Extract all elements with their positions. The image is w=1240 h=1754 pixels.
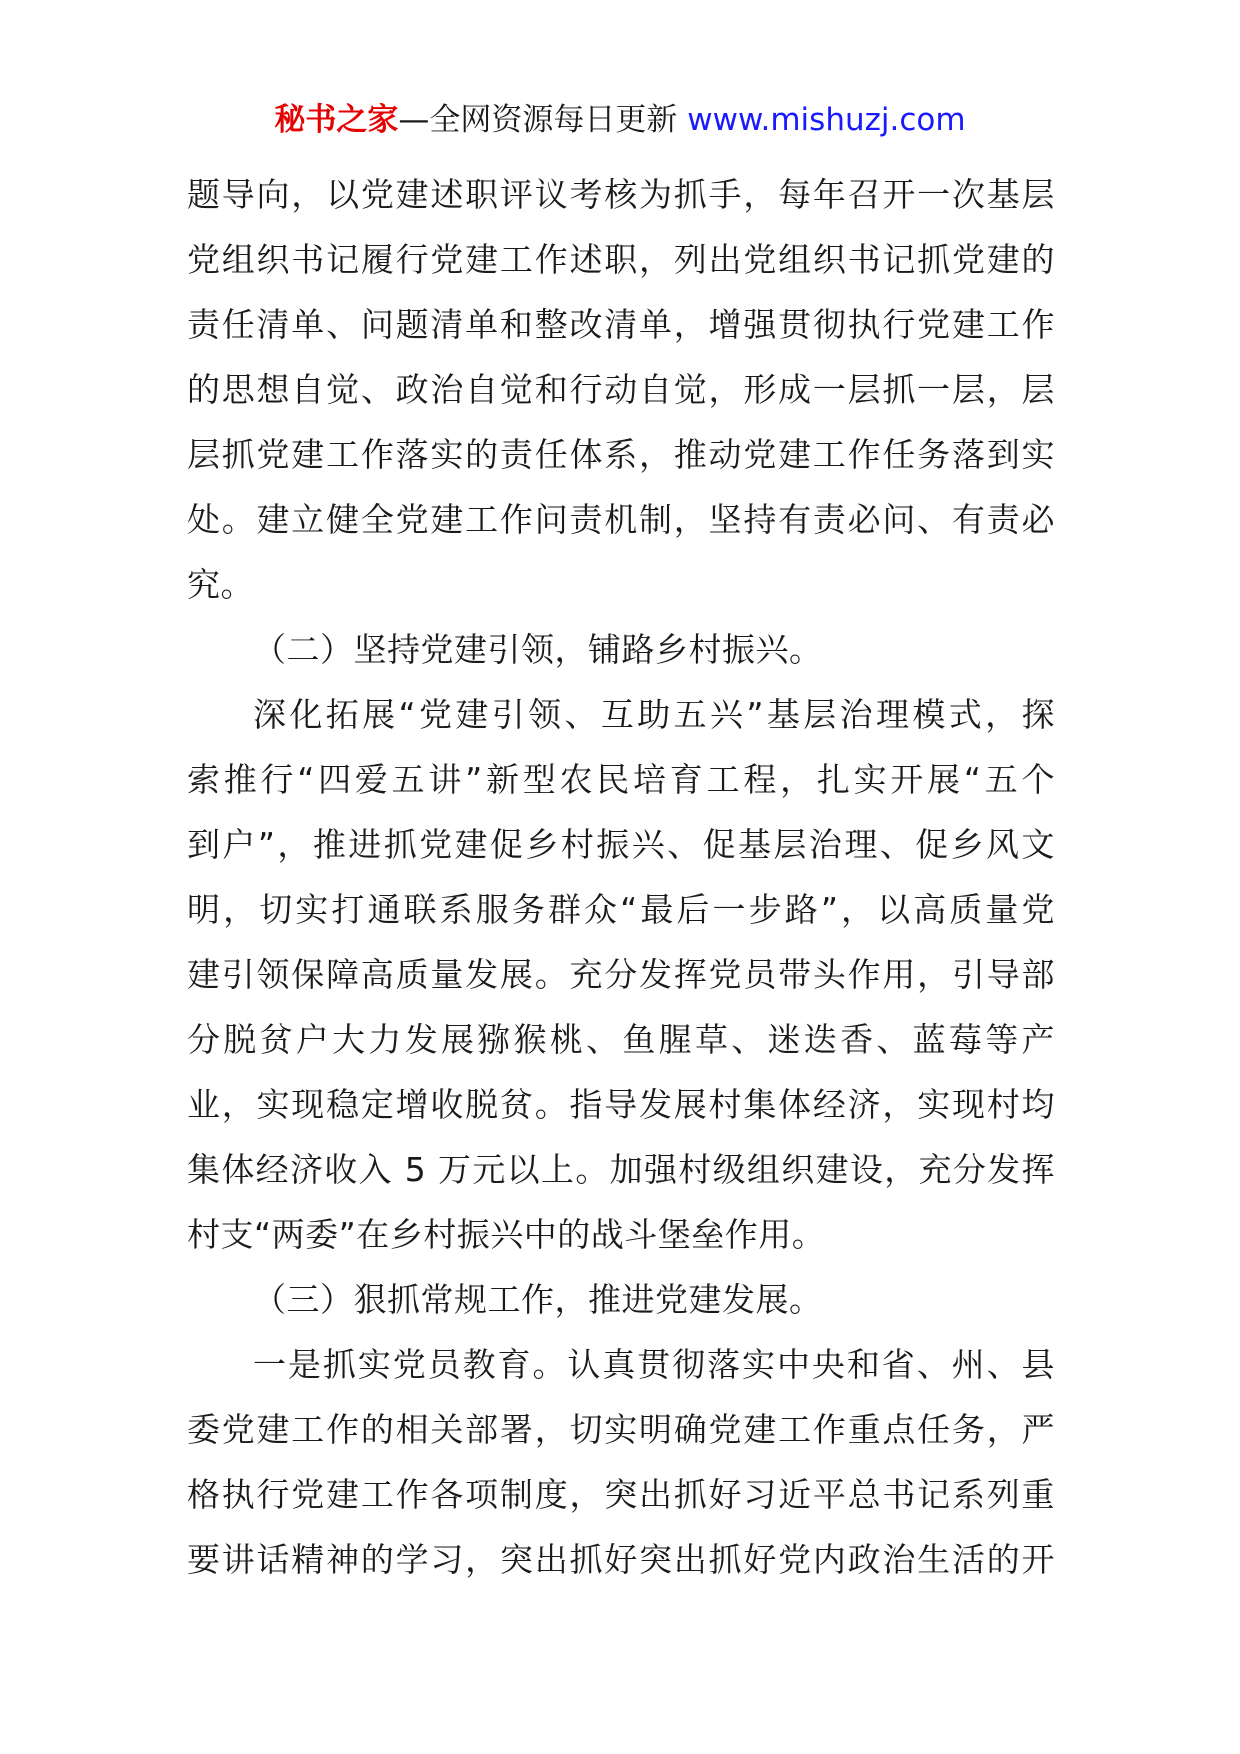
text-line: 业，实现稳定增收脱贫。指导发展村集体经济，实现村均 — [187, 1085, 1055, 1124]
text-line: 要讲话精神的学习，突出抓好突出抓好党内政治生活的开 — [187, 1540, 1055, 1579]
text-line: 村支“两委”在乡村振兴中的战斗堡垒作用。 — [187, 1215, 826, 1254]
section-heading: （三）狠抓常规工作，推进党建发展。 — [253, 1280, 823, 1319]
text-line: 处。建立健全党建工作问责机制，坚持有责必问、有责必 — [187, 500, 1055, 539]
header-tagline: —全网资源每日更新 — [398, 102, 688, 138]
text-line: 的思想自觉、政治自觉和行动自觉，形成一层抓一层，层 — [187, 370, 1055, 409]
text-line: 层抓党建工作落实的责任体系，推动党建工作任务落到实 — [187, 435, 1055, 474]
paragraph-start: 深化拓展“党建引领、互助五兴”基层治理模式，探 — [253, 695, 1055, 734]
text-line: 集体经济收入 5 万元以上。加强村级组织建设，充分发挥 — [187, 1150, 1055, 1189]
text-line: 索推行“四爱五讲”新型农民培育工程，扎实开展“五个 — [187, 760, 1055, 799]
text-line: 党组织书记履行党建工作述职，列出党组织书记抓党建的 — [187, 240, 1055, 279]
text-line: 格执行党建工作各项制度，突出抓好习近平总书记系列重 — [187, 1475, 1055, 1514]
text-line: 题导向，以党建述职评议考核为抓手，每年召开一次基层 — [187, 175, 1055, 214]
text-line: 责任清单、问题清单和整改清单，增强贯彻执行党建工作 — [187, 305, 1055, 344]
brand-name: 秘书之家 — [274, 102, 399, 138]
text-line: 明，切实打通联系服务群众“最后一步路”，以高质量党 — [187, 890, 1055, 929]
text-line: 分脱贫户大力发展猕猴桃、鱼腥草、迷迭香、蓝莓等产 — [187, 1020, 1055, 1059]
section-heading: （二）坚持党建引领，铺路乡村振兴。 — [253, 630, 823, 669]
paragraph-start: 一是抓实党员教育。认真贯彻落实中央和省、州、县 — [253, 1345, 1055, 1384]
text-line: 委党建工作的相关部署，切实明确党建工作重点任务，严 — [187, 1410, 1055, 1449]
document-body — [187, 162, 1055, 1592]
site-url-link[interactable]: www.mishuzj.com — [687, 102, 966, 138]
text-line: 建引领保障高质量发展。充分发挥党员带头作用，引导部 — [187, 955, 1055, 994]
page-header — [0, 100, 1240, 140]
text-line: 到户”，推进抓党建促乡村振兴、促基层治理、促乡风文 — [187, 825, 1055, 864]
text-line: 究。 — [187, 565, 254, 604]
